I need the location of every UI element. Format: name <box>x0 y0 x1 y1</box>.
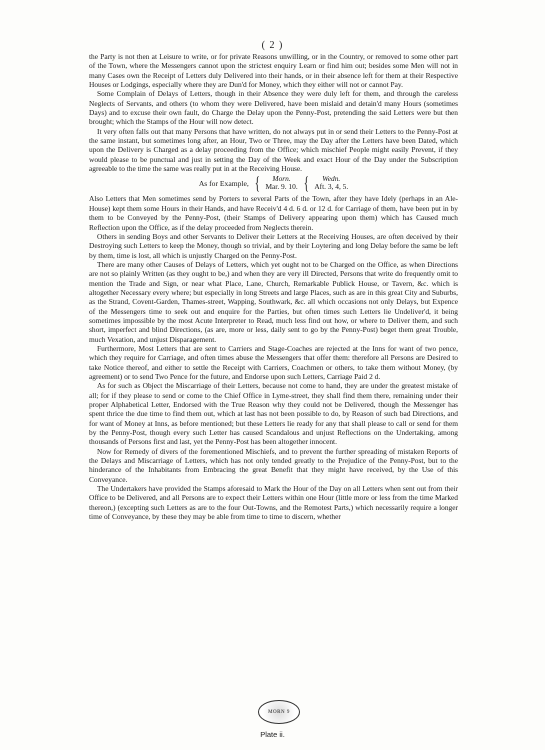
example-right <box>314 175 348 191</box>
brace-right: { <box>303 173 309 194</box>
document-body <box>89 52 458 522</box>
plate-caption: Plate ii. <box>260 730 285 739</box>
example-right-top: Wedn. <box>322 174 341 184</box>
paragraph: Furthermore, Most Letters that are sent to Carriers and Stage-Coaches are rejected at the Inns for want of two pence, which they require for Carriage, and often times abuse the Messengers that offer them: therefore all Persons are Desired to take Notice thereof, and either to settle the Receipt with Carriers, Coachmen or others, to take them without Money, (by agreement) or to send Two Pence for the future, and Endorse upon such Letters, Carriage Paid 2 d. <box>89 343 458 381</box>
example-left-top: Morn. <box>272 174 291 184</box>
example-right-bottom: Aft. 3, 4, 5. <box>314 182 349 192</box>
page-number: ( 2 ) <box>261 40 284 51</box>
example-lead: As for Example, <box>198 178 249 188</box>
example-left <box>265 175 297 191</box>
postal-stamp-icon <box>258 700 300 724</box>
example-block <box>89 174 458 192</box>
paragraph: Some Complain of Delays of Letters, though in their Absence they were duly left for them, and through the careless Neglects of Servants, and others (to whom they were Delivered, have been mislaid and detain'd many Hours (sometimes Days) and to excuse their own fault, do Charge the Delay upon the Penny-Post, pretending the said Letters were but then brought; which the Stamps of the Hour will now detect. <box>89 89 458 127</box>
stamp-label: MORN 9 <box>268 709 290 715</box>
paragraph: There are many other Causes of Delays of Letters, which yet ought not to be Charged on the Office, as when Directions are not so plainly Written (as they ought to be,) and when they are very ill Directed, Persons that write do frequently omit to mention the Trade and Sign, or near what Place, Lane, Church, Remarkable Publick House, or Tavern, &c. which is altogether Necessary every where; but especially in long Streets and large Places, such as are in this great City and Suburbs, as the Strand, Covent-Garden, Thames-street, Wapping, Southwark, &c. all which occasions not only Delays, but Expence of the Messengers time to seek out and enquire for the Parties, but often times such Letters lie Undeliver'd, it being sometimes impossible by the most Acute Interpreter to Read, much less find out how, or where to Deliver them, and such short, imperfect and blind Directions, (as are, more or less, daily sent to go by the Penny-Post) beget them great Trouble, much Vexation, and unjust Disparagement. <box>89 259 458 344</box>
paragraph: Now for Remedy of divers of the forementioned Mischiefs, and to prevent the further spreading of mistaken Reports of the Delays and Miscarriage of Letters, which has not only tended greatly to the Prejudice of the Penny-Post, but to the hinderance of the Inhabitants from Embracing the great Benefit that they might have received, by the Use of this Conveyance. <box>89 446 458 484</box>
paragraph: the Party is not then at Leisure to write, or for private Reasons unwilling, or in the Country, or removed to some other part of the Town, where the Messengers cannot upon the strictest enquiry Learn or find him out; besides some Men will not in many Cases own the Receipt of Letters duly Delivered into their hands, or in their absence left for them at their Respective Houses or Lodgings, especially where they are Dun'd for Money, which they either will not or cannot Pay. <box>89 52 458 90</box>
paragraph: The Undertakers have provided the Stamps aforesaid to Mark the Hour of the Day on all Letters when sent out from their Office to be Delivered, and all Persons are to expect their Letters within one Hour (little more or less from the time Marked thereon,) (excepting such Letters as are to the four Out-Towns, and the Remotest Parts,) which necessarily require a longer time of Conveyance, by these they may be able from time to time to discern, whether <box>89 484 458 522</box>
paragraph: Also Letters that Men sometimes send by Porters to several Parts of the Town, after they have Idely (perhaps in an Ale-House) kept them some Hours in their Hands, and have Receiv'd 4 d. 6 d. or 12 d. for Carriage of them, have been put in by them to be Conveyed by the Penny-Post, (their Stamps of Delivery appearing upon them) which has Caused much Reflection upon the Office, as if the delay proceeded from Neglects therein. <box>89 194 458 232</box>
paragraph: It very often falls out that many Persons that have written, do not always put in or send their Letters to the Penny-Post at the same instant, but sometimes long after, an Hour, Two or Three, may the Day after the Letters have been Dated, which upon the Delivery is Charged as a delay proceeding from the Office; which mischief People might easily Prevent, if they would please to be punctual and just in setting the Day of the Week and exact Hour of the Day under the Subscription agreeable to the time the same was really put in at the Receiving House. <box>89 126 458 174</box>
brace-left: { <box>254 173 260 194</box>
paragraph: Others in sending Boys and other Servants to Deliver their Letters at the Receiving Houses, are often deceived by their Destroying such Letters to keep the Money, though so trivial, and by their Loytering and long Delay before the same be left by them, time is lost, all which is unjustly Charged on the Penny-Post. <box>89 231 458 260</box>
example-left-bottom: Mar. 9. 10. <box>265 182 298 192</box>
paragraph: As for such as Object the Miscarriage of their Letters, because not come to hand, they are under the greatest mistake of all; for if they please to send or come to the Chief Office in Lyme-street, they shall find them there, remaining under their proper Alphabetical Letter, Endorsed with the True Reason why they could not be Delivered, though the Messenger has spent thrice the due time to find them out, which at last has not been possible to do, by Reason of such bad Directions, and for want of Money at Inns, as before mentioned; but these Letters lie ready for any that shall please to call or send for them by the Penny-Post, though every such Letter has caused Scandalous and unjust Reflections on the Undertaking, among thousands of Persons first and last, yet the Penny-Post has been altogether innocent. <box>89 381 458 447</box>
